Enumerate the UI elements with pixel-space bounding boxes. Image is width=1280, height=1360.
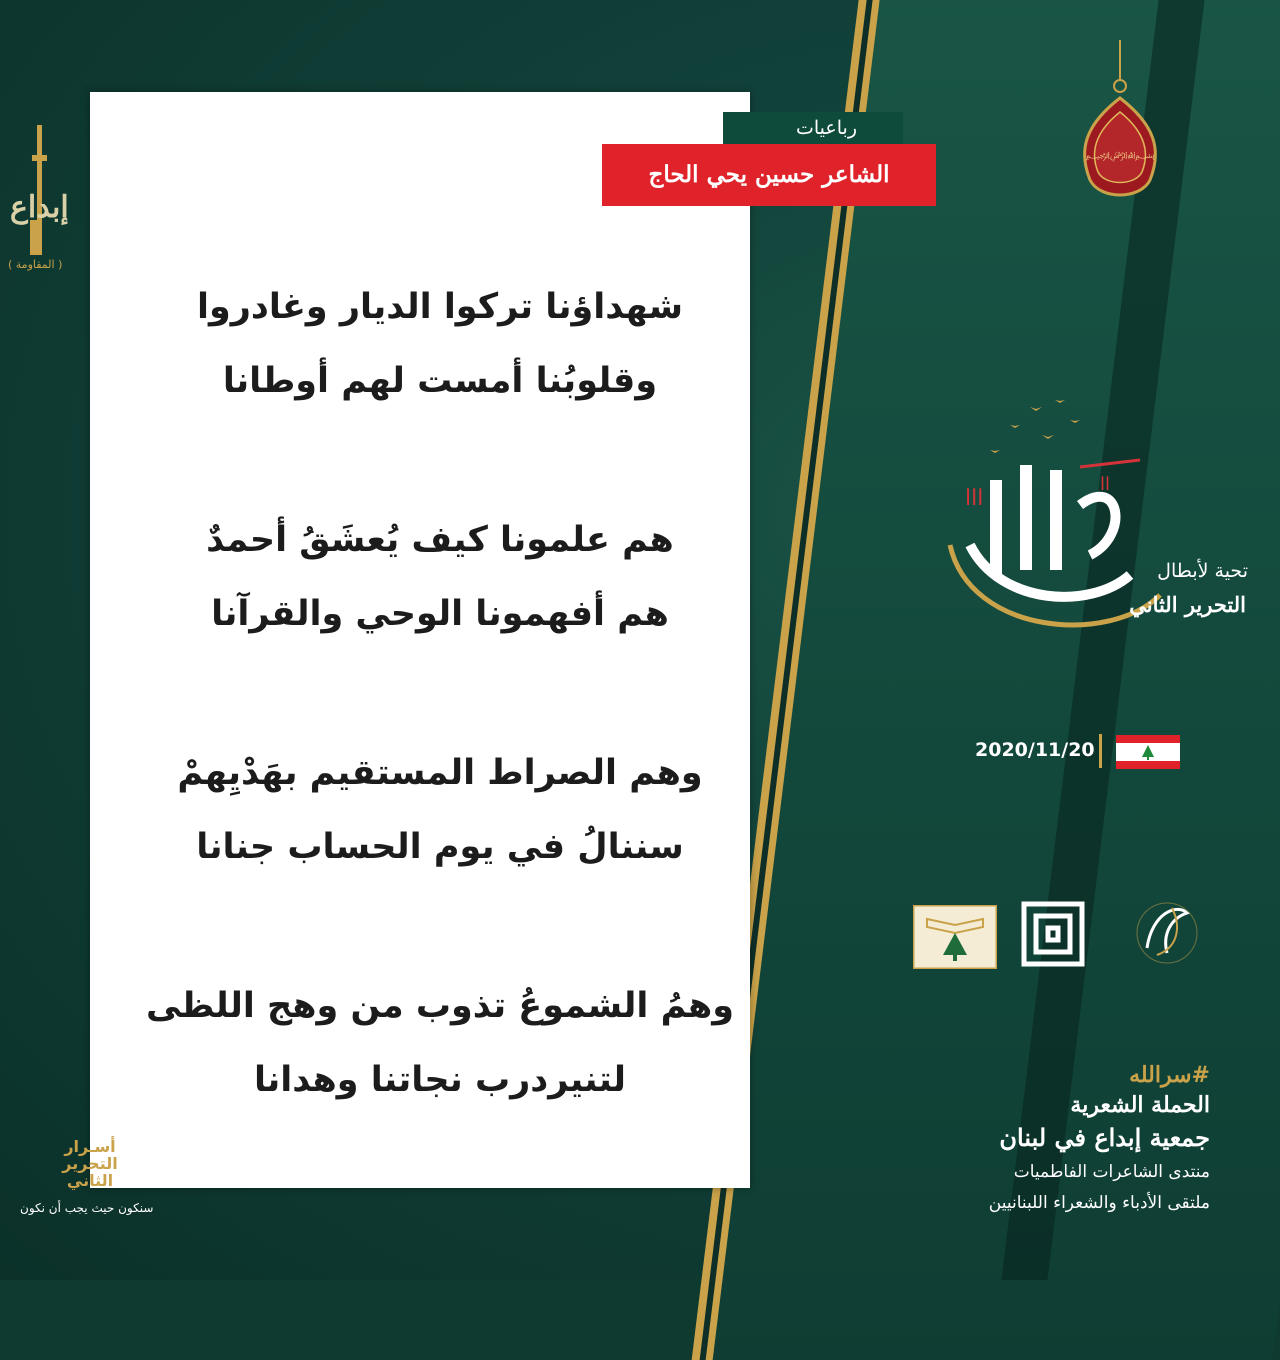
svg-text:﷽: ﷽ <box>1085 151 1155 161</box>
ibdaa-logo-sub: ( المقاومة ) <box>8 258 63 271</box>
credits-line: جمعية إبداع في لبنان <box>999 1123 1210 1152</box>
slogan: سنكون حيث يجب أن نكون <box>20 1201 154 1215</box>
asrar-logo <box>55 1138 125 1189</box>
asrar-line: الثاني <box>66 1171 114 1190</box>
verse: هم علمونا كيف يُعشَقُ أحمدٌ <box>206 520 674 560</box>
campaign-hashtag: #سرالله <box>1129 1062 1210 1088</box>
verse: لتنيردرب نجاتنا وهدانا <box>253 1060 627 1100</box>
kufic-square-logo <box>1018 898 1088 970</box>
poem-body <box>110 270 770 1202</box>
genre-label: رباعيات <box>723 112 903 146</box>
verse: وقلوبُنا أمست لهم أوطانا <box>222 361 658 401</box>
svg-text:اا: اا <box>1100 474 1111 495</box>
date-text: 2020/11/20 <box>975 739 1095 761</box>
credits-line: الحملة الشعرية <box>1070 1092 1210 1118</box>
cedar-book-logo <box>913 905 997 969</box>
campaign-subtitle-1: تحية لأبطال <box>1157 560 1248 582</box>
lebanon-flag-icon <box>1116 735 1180 769</box>
ibdaa-logo-word: إبداع <box>10 190 69 225</box>
verse: سننالُ في يوم الحساب جنانا <box>196 827 684 867</box>
fatimiyat-logo <box>1132 893 1202 967</box>
stanza <box>110 736 770 969</box>
stanza <box>110 270 770 503</box>
asrar-line: أسـرار <box>64 1137 116 1156</box>
svg-text:ااا: ااا <box>965 486 984 511</box>
credits-line: ملتقى الأدباء والشعراء اللبنانيين <box>988 1193 1210 1213</box>
verse: شهداؤنا تركوا الديار وغادروا <box>196 287 683 327</box>
poet-label: الشاعر حسين يحي الحاج <box>602 144 936 206</box>
lantern-icon <box>1070 40 1170 210</box>
campaign-credits <box>880 1060 1210 1218</box>
stanza <box>110 969 770 1202</box>
asrar-line: التحرير <box>62 1154 118 1173</box>
verse: وهم الصراط المستقيم بهَدْيِهمْ <box>177 753 703 793</box>
verse: هم أفهمونا الوحي والقرآنا <box>211 594 669 634</box>
campaign-subtitle-2: التحرير الثاني <box>1129 592 1246 617</box>
stanza <box>110 503 770 736</box>
divider <box>1099 734 1102 768</box>
verse: وهمُ الشموعُ تذوب من وهج اللظى <box>145 986 735 1026</box>
credits-line: منتدى الشاعرات الفاطميات <box>1013 1162 1210 1182</box>
